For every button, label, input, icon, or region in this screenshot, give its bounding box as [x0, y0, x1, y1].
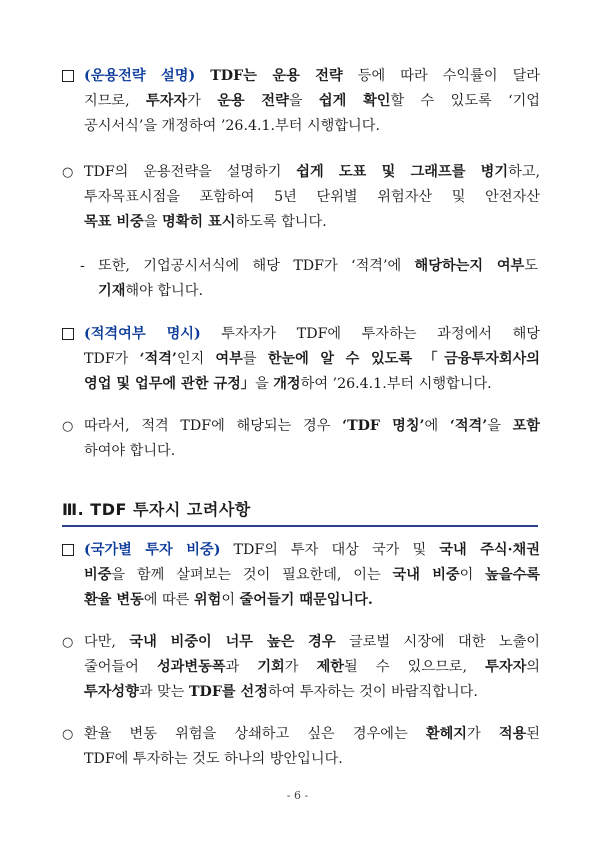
- line: 목표 비중을 명확히 표시하도록 합니다.: [84, 214, 327, 230]
- paragraph-hedge: [62, 722, 540, 772]
- page-number: - 6 -: [286, 789, 309, 802]
- checkbox-square-icon: [62, 328, 74, 340]
- checkbox-square-icon: [62, 70, 74, 82]
- circle-bullet-icon: ○: [62, 635, 74, 650]
- line: 투자성향과 맞는 TDF를 선정하여 투자하는 것이 바람직합니다.: [84, 684, 478, 700]
- paragraph-qualification: [62, 322, 540, 397]
- line: 다만, 국내 비중이 너무 높은 경우 글로벌 시장에 대한 노출이: [84, 634, 541, 650]
- line: 지므로, 투자자가 운용 전략을 쉽게 확인할 수 있도록 ‘기업: [84, 93, 541, 109]
- line: TDF에 투자하는 것도 하나의 방안입니다.: [84, 751, 343, 767]
- paragraph-disclosure: [80, 254, 538, 304]
- line: 환율 변동 위험을 상쇄하고 싶은 경우에는 환헤지가 적용된: [84, 726, 540, 742]
- line: (운용전략 설명) TDF는 운용 전략 등에 따라 수익률이 달라: [84, 68, 541, 84]
- paragraph-country-weight: [62, 538, 540, 613]
- paragraph-chart: [62, 160, 540, 235]
- checkbox-square-icon: [62, 544, 74, 556]
- line: 하여야 합니다.: [84, 443, 176, 459]
- line: 공시서식’을 개정하여 ’26.4.1.부터 시행합니다.: [84, 118, 380, 134]
- line: 기재해야 합니다.: [98, 283, 203, 299]
- circle-bullet-icon: ○: [62, 727, 74, 742]
- line: 비중을 함께 살펴보는 것이 필요한데, 이는 국내 비중이 높을수록: [84, 567, 540, 583]
- line: (국가별 투자 비중) TDF의 투자 대상 국가 및 국내 주식·채권: [84, 542, 540, 558]
- circle-bullet-icon: ○: [62, 165, 74, 180]
- line: 또한, 기업공시서식에 해당 TDF가 ‘적격’에 해당하는지 여부도: [98, 258, 538, 274]
- line: (적격여부 명시) 투자자가 TDF에 투자하는 과정에서 해당: [84, 326, 540, 342]
- line: TDF의 운용전략을 설명하기 쉽게 도표 및 그래프를 병기하고,: [84, 164, 540, 180]
- dash-bullet-icon: -: [80, 258, 85, 274]
- line: TDF가 ‘적격’인지 여부를 한눈에 알 수 있도록 「금융투자회사의: [84, 351, 540, 367]
- line: 줄어들어 성과변동폭과 기회가 제한될 수 있으므로, 투자자의: [84, 659, 540, 675]
- paragraph-naming: [62, 414, 540, 464]
- section-title: Ⅲ. TDF 투자시 고려사항: [62, 497, 538, 527]
- paragraph-domestic-weight: [62, 630, 540, 705]
- line: 환율 변동에 따른 위험이 줄어들기 때문입니다.: [84, 592, 373, 608]
- paragraph-strategy: [62, 64, 540, 139]
- circle-bullet-icon: ○: [62, 419, 74, 434]
- line: 영업 및 업무에 관한 규정」을 개정하여 ’26.4.1.부터 시행합니다.: [84, 376, 492, 392]
- line: 투자목표시점을 포함하여 5년 단위별 위험자산 및 안전자산: [84, 189, 540, 205]
- line: 따라서, 적격 TDF에 해당되는 경우 ‘TDF 명칭’에 ‘적격’을 포함: [84, 418, 541, 434]
